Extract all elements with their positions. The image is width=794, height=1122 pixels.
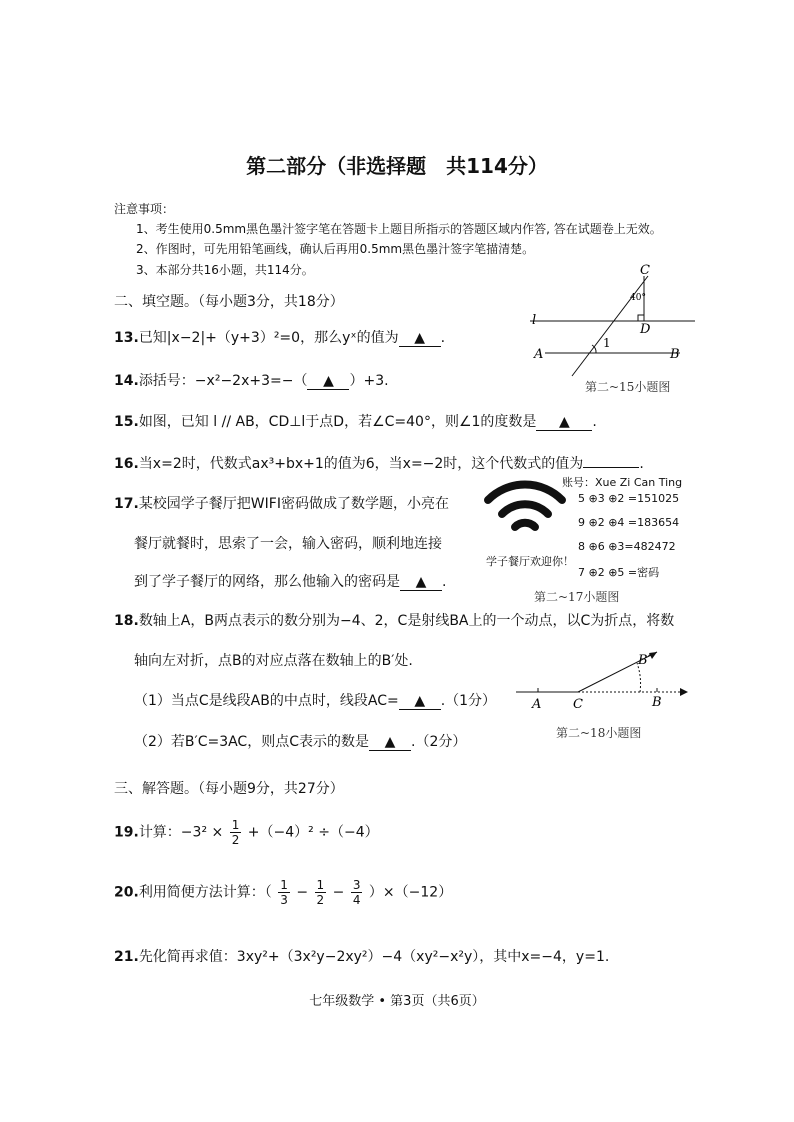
fraction: $\frac{3}{4}$ bbox=[352, 878, 361, 907]
wifi-icon bbox=[480, 472, 570, 547]
label-b: B bbox=[652, 695, 662, 710]
label-angle-40: 40° bbox=[630, 293, 646, 303]
figure-18 bbox=[512, 640, 692, 715]
answer-blank: ▲ bbox=[307, 373, 349, 390]
question-16: 16.当x=2时，代数式ax³+bx+1的值为6，当x=−2时，这个代数式的值为 . bbox=[114, 456, 644, 472]
label-b-prime: B′ bbox=[638, 653, 651, 668]
question-15: 15.如图，已知 l // AB，CD⊥l于点D，若∠C=40°，则∠1的度数是 ▲ . bbox=[114, 414, 597, 430]
answer-blank: ▲ bbox=[400, 574, 442, 591]
figure-15-caption: 第二~15小题图 bbox=[585, 380, 671, 394]
question-18-part1: （1）当点C是线段AB的中点时，线段AC= ▲ .（1分） bbox=[134, 693, 497, 709]
axis-arrow bbox=[680, 688, 688, 696]
figure-17-caption: 第二~17小题图 bbox=[534, 590, 620, 604]
question-21: 21.先化简再求值：3xy²+（3x²y−2xy²）−4（xy²−x²y），其中x=−4，y=1. bbox=[114, 949, 610, 965]
password-row: 9 ⊕2 ⊕4 =183654 bbox=[578, 516, 680, 529]
page-title: 第二部分（非选择题 共114分） bbox=[246, 154, 548, 178]
section-solve: 三、解答题。（每小题9分，共27分） bbox=[114, 781, 344, 797]
password-row: 7 ⊕2 ⊕5 =密码 bbox=[578, 566, 660, 579]
question-13: 13.已知|x−2|+（y+3）²=0，那么yˣ的值为 ▲ . bbox=[114, 330, 446, 346]
answer-blank: ▲ bbox=[399, 693, 441, 710]
question-17-line1: 17.某校园学子餐厅把WIFI密码做成了数学题，小亮在 bbox=[114, 496, 449, 512]
note-item: 1、考生使用0.5mm黑色墨汁签字笔在答题卡上题目所指示的答题区域内作答, 答在试题卷上无效。 bbox=[136, 222, 662, 236]
label-a: A bbox=[534, 347, 544, 362]
question-18-line1: 18.数轴上A，B两点表示的数分别为−4、2，C是射线BA上的一个动点，以C为折点，将数 bbox=[114, 613, 675, 629]
figure-18-caption: 第二~18小题图 bbox=[556, 726, 642, 740]
answer-blank: ▲ bbox=[369, 734, 411, 751]
question-14: 14.添括号：−x²−2x+3=−（ ▲ ）+3. bbox=[114, 373, 389, 389]
question-18-part2: （2）若B′C=3AC，则点C表示的数是 ▲ .（2分） bbox=[134, 734, 467, 750]
password-row: 8 ⊕6 ⊕3=482472 bbox=[578, 540, 676, 553]
answer-blank bbox=[583, 467, 639, 468]
answer-blank: ▲ bbox=[399, 330, 441, 347]
question-19: 19.计算：−3² × $\frac{1}{2}$ +（−4）² ÷（−4） bbox=[114, 818, 379, 847]
label-c: C bbox=[573, 697, 583, 712]
fraction: $\frac{1}{2}$ bbox=[231, 818, 240, 847]
line-transversal bbox=[572, 276, 648, 376]
question-17-line3: 到了学子餐厅的网络，那么他输入的密码是 ▲ . bbox=[134, 574, 447, 590]
notes-heading: 注意事项： bbox=[114, 202, 175, 216]
password-row: 5 ⊕3 ⊕2 =151025 bbox=[578, 492, 680, 505]
wifi-account: 账号：Xue Zi Can Ting bbox=[562, 476, 683, 489]
note-item: 2、作图时，可先用铅笔画线，确认后再用0.5mm黑色墨汁签字笔描清楚。 bbox=[136, 242, 535, 256]
note-item: 3、本部分共16小题，共114分。 bbox=[136, 263, 314, 277]
fraction: $\frac{1}{3}$ bbox=[280, 878, 288, 907]
label-a: A bbox=[532, 697, 542, 712]
page-footer: 七年级数学 • 第3页（共6页） bbox=[309, 994, 485, 1009]
label-b: B bbox=[670, 347, 680, 362]
question-20: 20.利用简便方法计算：（ $\frac{1}{3}$ − $\frac{1}{2}$ − $\frac{3}{4}$ ）×（−12） bbox=[114, 878, 453, 907]
label-angle-1: 1 bbox=[603, 336, 611, 350]
figure-15 bbox=[520, 258, 700, 398]
question-18-line2: 轴向左对折，点B的对应点落在数轴上的B′处. bbox=[134, 653, 413, 669]
label-l: l bbox=[532, 313, 537, 328]
section-fill-in: 二、填空题。（每小题3分，共18分） bbox=[114, 294, 344, 310]
question-17-line2: 餐厅就餐时，思索了一会，输入密码，顺利地连接 bbox=[134, 536, 442, 552]
fraction: $\frac{1}{2}$ bbox=[316, 878, 325, 907]
answer-blank: ▲ bbox=[536, 414, 592, 431]
label-c: C bbox=[640, 263, 650, 278]
wifi-welcome: 学子餐厅欢迎你！ bbox=[486, 555, 574, 568]
label-d: D bbox=[640, 322, 651, 337]
right-angle-mark bbox=[638, 315, 644, 321]
